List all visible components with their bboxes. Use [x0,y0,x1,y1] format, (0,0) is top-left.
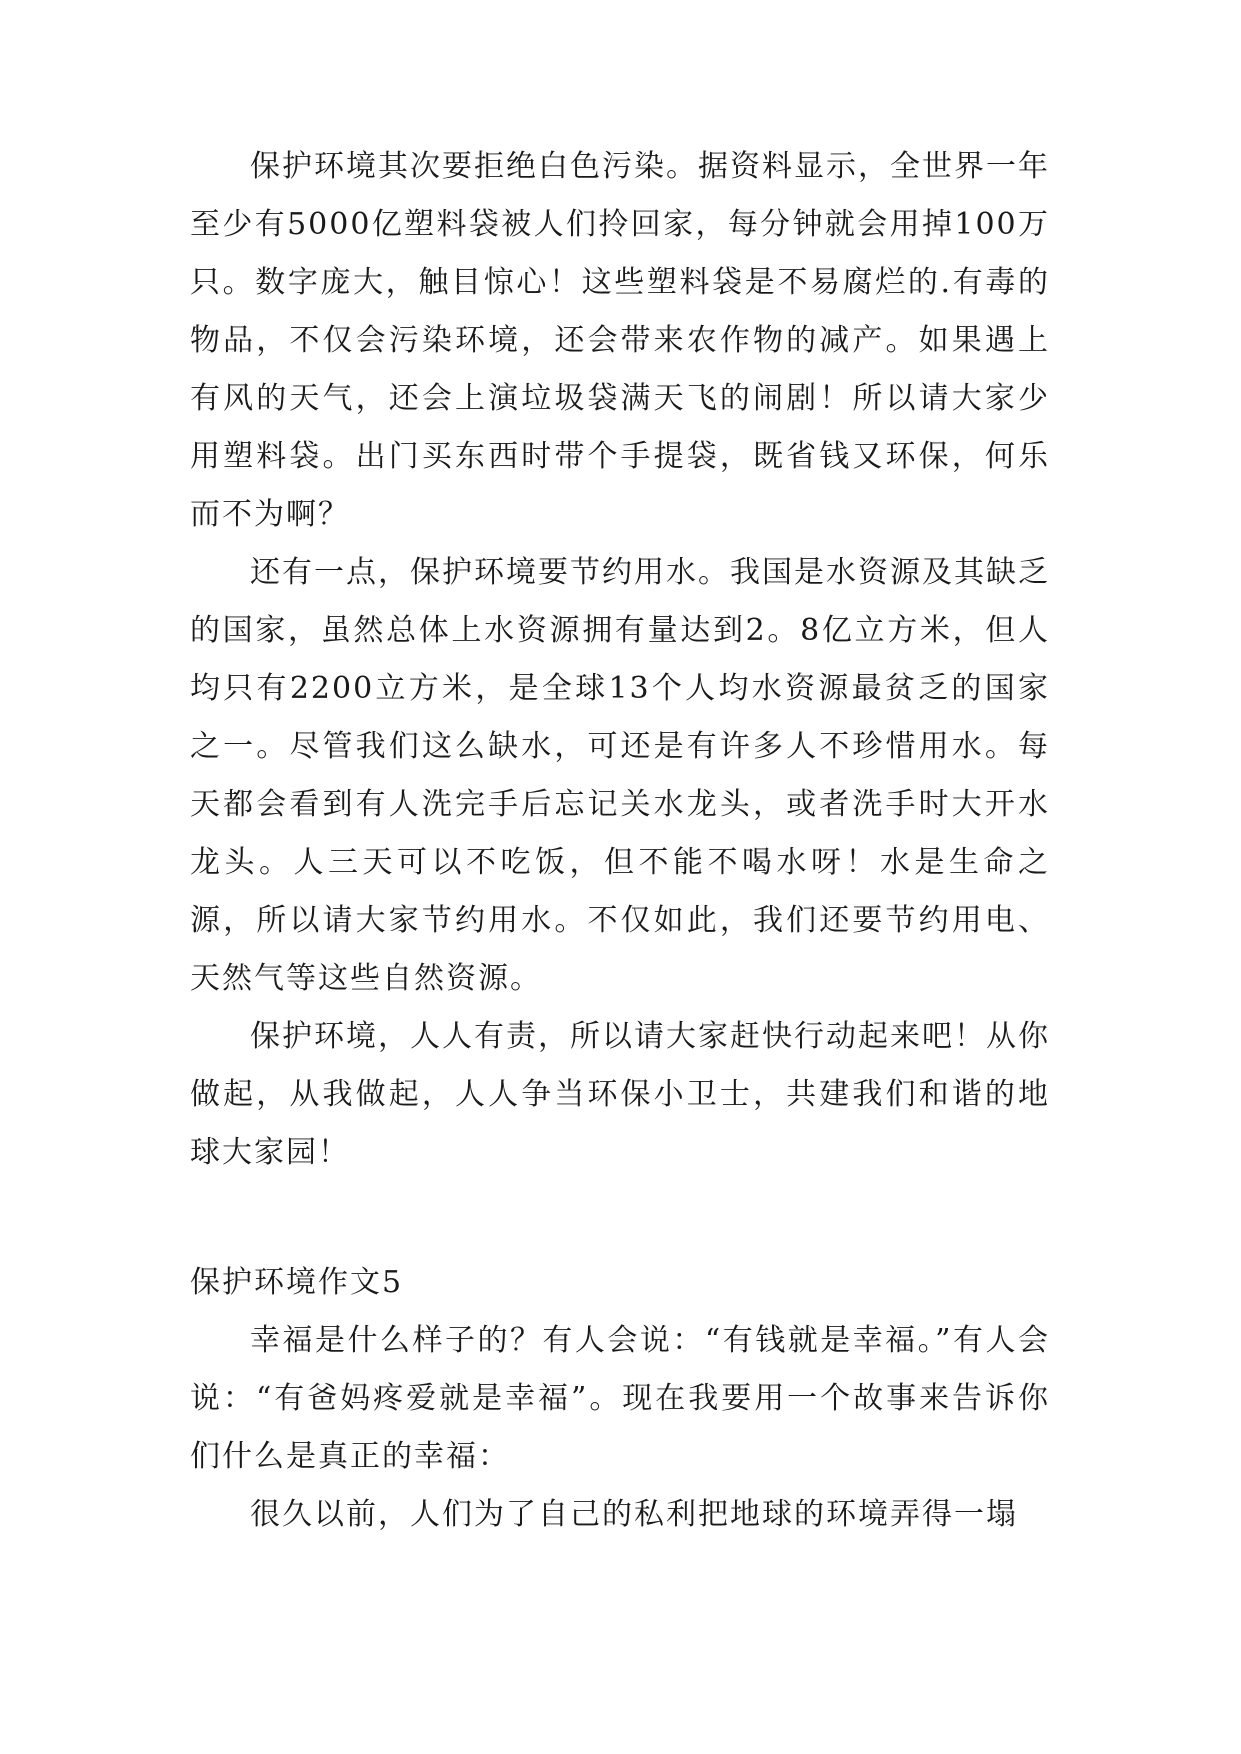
paragraph-save-water: 还有一点，保护环境要节约用水。我国是水资源及其缺乏的国家，虽然总体上水资源拥有量达到2。8亿立方米，但人均只有2200立方米，是全球13个人均水资源最贫乏的国家之一。尽管我们这么缺水，可还是有许多人不珍惜用水。每天都会看到有人洗完手后忘记关水龙头，或者洗手时大开水龙头。人三天可以不吃饭，但不能不喝水呀！水是生命之源，所以请大家节约用水。不仅如此，我们还要节约用电、天然气等这些自然资源。 [190,555,1050,996]
bottom-paragraphs [190,1312,1050,1544]
top-paragraphs [190,138,1050,1182]
paragraph-call-to-action: 保护环境，人人有责，所以请大家赶快行动起来吧！从你做起，从我做起，人人争当环保小卫士，共建我们和谐的地球大家园！ [190,1019,1050,1170]
paragraph-happiness-intro: 幸福是什么样子的？有人会说：“有钱就是幸福。”有人会说：“有爸妈疼爱就是幸福”。现在我要用一个故事来告诉你们什么是真正的幸福： [190,1323,1050,1474]
paragraph-white-pollution: 保护环境其次要拒绝白色污染。据资料显示，全世界一年至少有5000亿塑料袋被人们拎回家，每分钟就会用掉100万只。数字庞大，触目惊心！这些塑料袋是不易腐烂的.有毒的物品，不仅会污染环境，还会带来农作物的减产。如果遇上有风的天气，还会上演垃圾袋满天飞的闹剧！所以请大家少用塑料袋。出门买东西时带个手提袋，既省钱又环保，何乐而不为啊？ [190,149,1050,532]
section-title: 保护环境作文5 [190,1265,404,1300]
paragraph-long-ago: 很久以前，人们为了自己的私利把地球的环境弄得一塌 [250,1497,1018,1532]
